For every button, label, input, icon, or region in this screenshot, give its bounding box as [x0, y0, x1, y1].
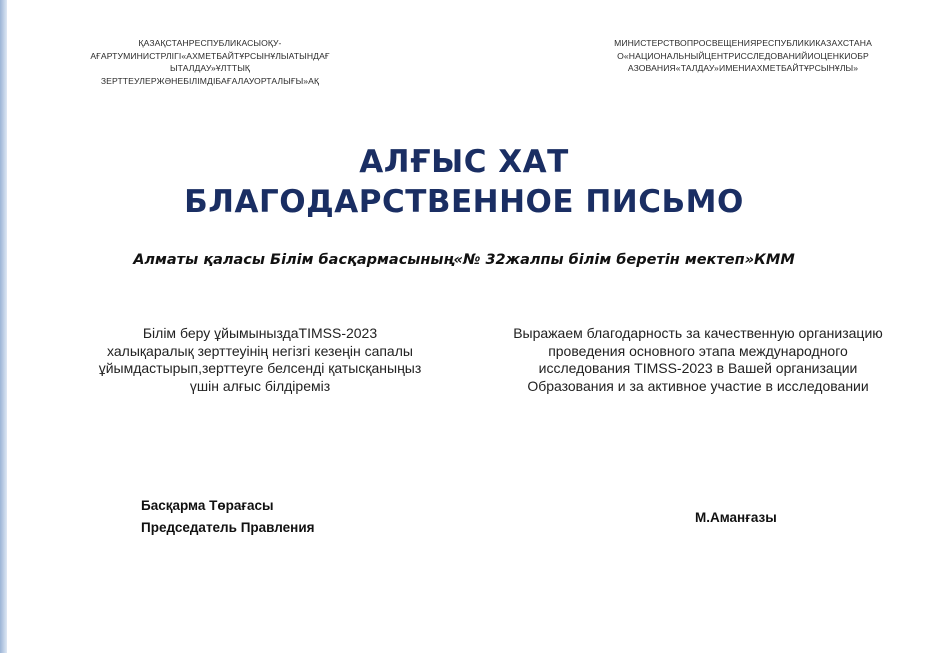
title-kz: АЛҒЫС ХАТ	[359, 144, 569, 180]
body-kz-line: халықаралық зерттеуінің негізгі кезеңін сапалы	[107, 342, 413, 359]
body-ru-line: Выражаем благодарность за качественную организацию	[513, 325, 883, 341]
body-kz-line: үшін алғыс білдіреміз	[189, 377, 331, 394]
header-left-line: АҒАРТУМИНИСТРЛІГІ«АХМЕТБАЙТҰРСЫНҰЛЫАТЫНДАҒ	[90, 50, 330, 61]
header-left-line: ЗЕРТТЕУЛЕРЖӘНЕБІЛІМДІБАҒАЛАУОРТАЛЫҒЫ»АҚ	[100, 75, 320, 86]
window-left-edge	[0, 0, 7, 653]
header-right-line: О«НАЦИОНАЛЬНЫЙЦЕНТРИССЛЕДОВАНИЙИОЦЕНКИОБР	[617, 50, 869, 61]
body-ru-line: исследования TIMSS-2023 в Вашей организации	[538, 360, 858, 376]
body-ru-line: Образования и за активное участие в исследовании	[527, 377, 869, 394]
header-left-line: ҚАЗАҚСТАНРЕСПУБЛИКАСЫОҚУ-	[138, 38, 282, 48]
signature-position-kz: Басқарма Төрағасы	[141, 498, 274, 513]
header-right-ru	[578, 37, 908, 75]
header-left-line: ЫТАЛДАУ»ҰЛТТЫҚ	[169, 63, 251, 73]
body-text-ru	[478, 325, 918, 395]
body-text-kz	[60, 325, 460, 395]
body-kz-line: Білім беру ұйымыныздаTIMSS-2023	[142, 325, 378, 341]
body-kz-line: ұйымдастырып,зерттеуге белсенді қатысқаныңыз	[98, 360, 422, 376]
recipient-line: Алматы қаласы Білім басқармасының«№ 32жалпы білім беретін мектеп»КММ	[133, 252, 795, 268]
body-ru-line: проведения основного этапа международного	[548, 342, 848, 359]
header-left-kz	[50, 37, 370, 87]
signature-name: М.Аманғазы	[695, 510, 777, 525]
header-right-line: АЗОВАНИЯ«ТАЛДАУ»ИМЕНИАХМЕТБАЙТҰРСЫНҰЛЫ»	[627, 63, 859, 73]
header-right-line: МИНИСТЕРСТВОПРОСВЕЩЕНИЯРЕСПУБЛИКИКАЗАХСТАНА	[614, 38, 872, 48]
signature-position-ru: Председатель Правления	[141, 520, 315, 535]
title-ru: БЛАГОДАРСТВЕННОЕ ПИСЬМО	[184, 184, 744, 220]
